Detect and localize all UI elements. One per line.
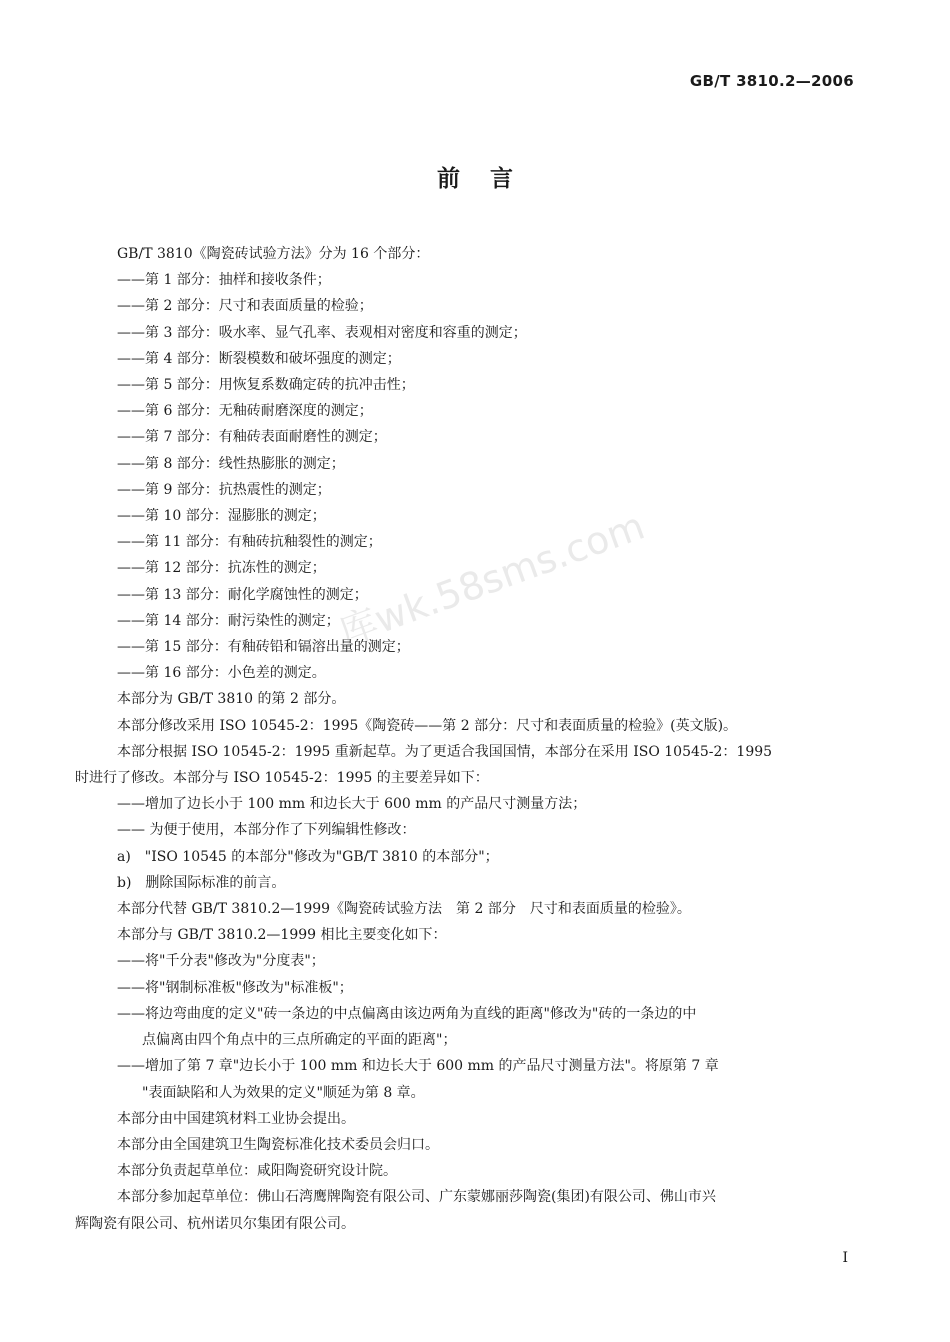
list-item: ——第 2 部分：尺寸和表面质量的检验；: [117, 298, 373, 315]
paragraph-continuation: 时进行了修改。本部分与 ISO 10545-2：1995 的主要差异如下：: [75, 770, 489, 787]
list-item: ——将"千分表"修改为"分度表"；: [117, 953, 325, 970]
paragraph: GB/T 3810《陶瓷砖试验方法》分为 16 个部分：: [117, 246, 430, 262]
paragraph: 本部分修改采用 ISO 10545-2：1995《陶瓷砖——第 2 部分：尺寸和表面质量的检验》(英文版)。: [117, 717, 738, 734]
list-item: ——增加了第 7 章"边长小于 100 mm 和边长大于 600 mm 的产品尺寸测量方法"。将原第 7 章: [117, 1058, 719, 1075]
paragraph-continuation: 辉陶瓷有限公司、杭州诺贝尔集团有限公司。: [75, 1215, 355, 1232]
paragraph: 本部分由中国建筑材料工业协会提出。: [117, 1110, 355, 1127]
list-item: ——第 12 部分：抗冻性的测定；: [117, 560, 326, 577]
paragraph: 本部分根据 ISO 10545-2：1995 重新起草。为了更适合我国国情，本部分在采用 ISO 10545-2：1995: [117, 743, 773, 760]
list-item: —— 为便于使用，本部分作了下列编辑性修改：: [117, 822, 416, 839]
list-item: ——增加了边长小于 100 mm 和边长大于 600 mm 的产品尺寸测量方法；: [117, 796, 587, 813]
standard-code: GB/T 3810.2—2006: [689, 72, 854, 90]
list-item: ——第 4 部分：断裂模数和破坏强度的测定；: [117, 350, 401, 367]
watermark: 库wk.58sms.com: [333, 503, 651, 655]
list-item: ——第 9 部分：抗热震性的测定；: [117, 481, 331, 498]
list-item: ——将"钢制标准板"修改为"标准板"；: [117, 979, 353, 996]
list-item: ——第 13 部分：耐化学腐蚀性的测定；: [117, 586, 368, 603]
list-item: ——第 7 部分：有釉砖表面耐磨性的测定；: [117, 429, 387, 446]
page-number: I: [842, 1250, 848, 1266]
paragraph: 本部分由全国建筑卫生陶瓷标准化技术委员会归口。: [117, 1136, 439, 1153]
list-item: b) 删除国际标准的前言。: [117, 874, 286, 891]
list-item: ——第 10 部分：湿膨胀的测定；: [117, 508, 326, 525]
paragraph: 本部分与 GB/T 3810.2—1999 相比主要变化如下：: [117, 927, 447, 944]
paragraph: 本部分代替 GB/T 3810.2—1999《陶瓷砖试验方法 第 2 部分 尺寸和表面质量的检验》。: [117, 901, 691, 918]
list-item: ——第 14 部分：耐污染性的测定；: [117, 612, 340, 629]
list-item: ——第 11 部分：有釉砖抗釉裂性的测定；: [117, 534, 382, 551]
paragraph: 本部分负责起草单位：咸阳陶瓷研究设计院。: [117, 1163, 397, 1180]
paragraph: 本部分参加起草单位：佛山石湾鹰牌陶瓷有限公司、广东蒙娜丽莎陶瓷(集团)有限公司、佛山市兴: [117, 1189, 716, 1206]
list-item: a) "ISO 10545 的本部分"修改为"GB/T 3810 的本部分"；: [117, 848, 499, 865]
list-item: ——第 3 部分：吸水率、显气孔率、表观相对密度和容重的测定；: [117, 324, 527, 341]
list-item-continuation: 点偏离由四个角点中的三点所确定的平面的距离"；: [142, 1032, 457, 1049]
list-item: ——第 1 部分：抽样和接收条件；: [117, 272, 331, 289]
list-item: ——第 6 部分：无釉砖耐磨深度的测定；: [117, 403, 373, 420]
list-item: ——第 15 部分：有釉砖铅和镉溶出量的测定；: [117, 639, 410, 656]
page-title: 前言: [437, 166, 543, 192]
list-item-continuation: "表面缺陷和人为效果的定义"顺延为第 8 章。: [142, 1084, 425, 1101]
list-item: ——第 8 部分：线性热膨胀的测定；: [117, 455, 345, 472]
list-item: ——第 16 部分：小色差的测定。: [117, 665, 326, 682]
list-item: ——第 5 部分：用恢复系数确定砖的抗冲击性；: [117, 377, 415, 394]
preface-body: [75, 241, 862, 1237]
list-item: ——将边弯曲度的定义"砖一条边的中点偏离由该边两角为直线的距离"修改为"砖的一条边的中: [117, 1005, 697, 1022]
paragraph: 本部分为 GB/T 3810 的第 2 部分。: [117, 691, 346, 708]
